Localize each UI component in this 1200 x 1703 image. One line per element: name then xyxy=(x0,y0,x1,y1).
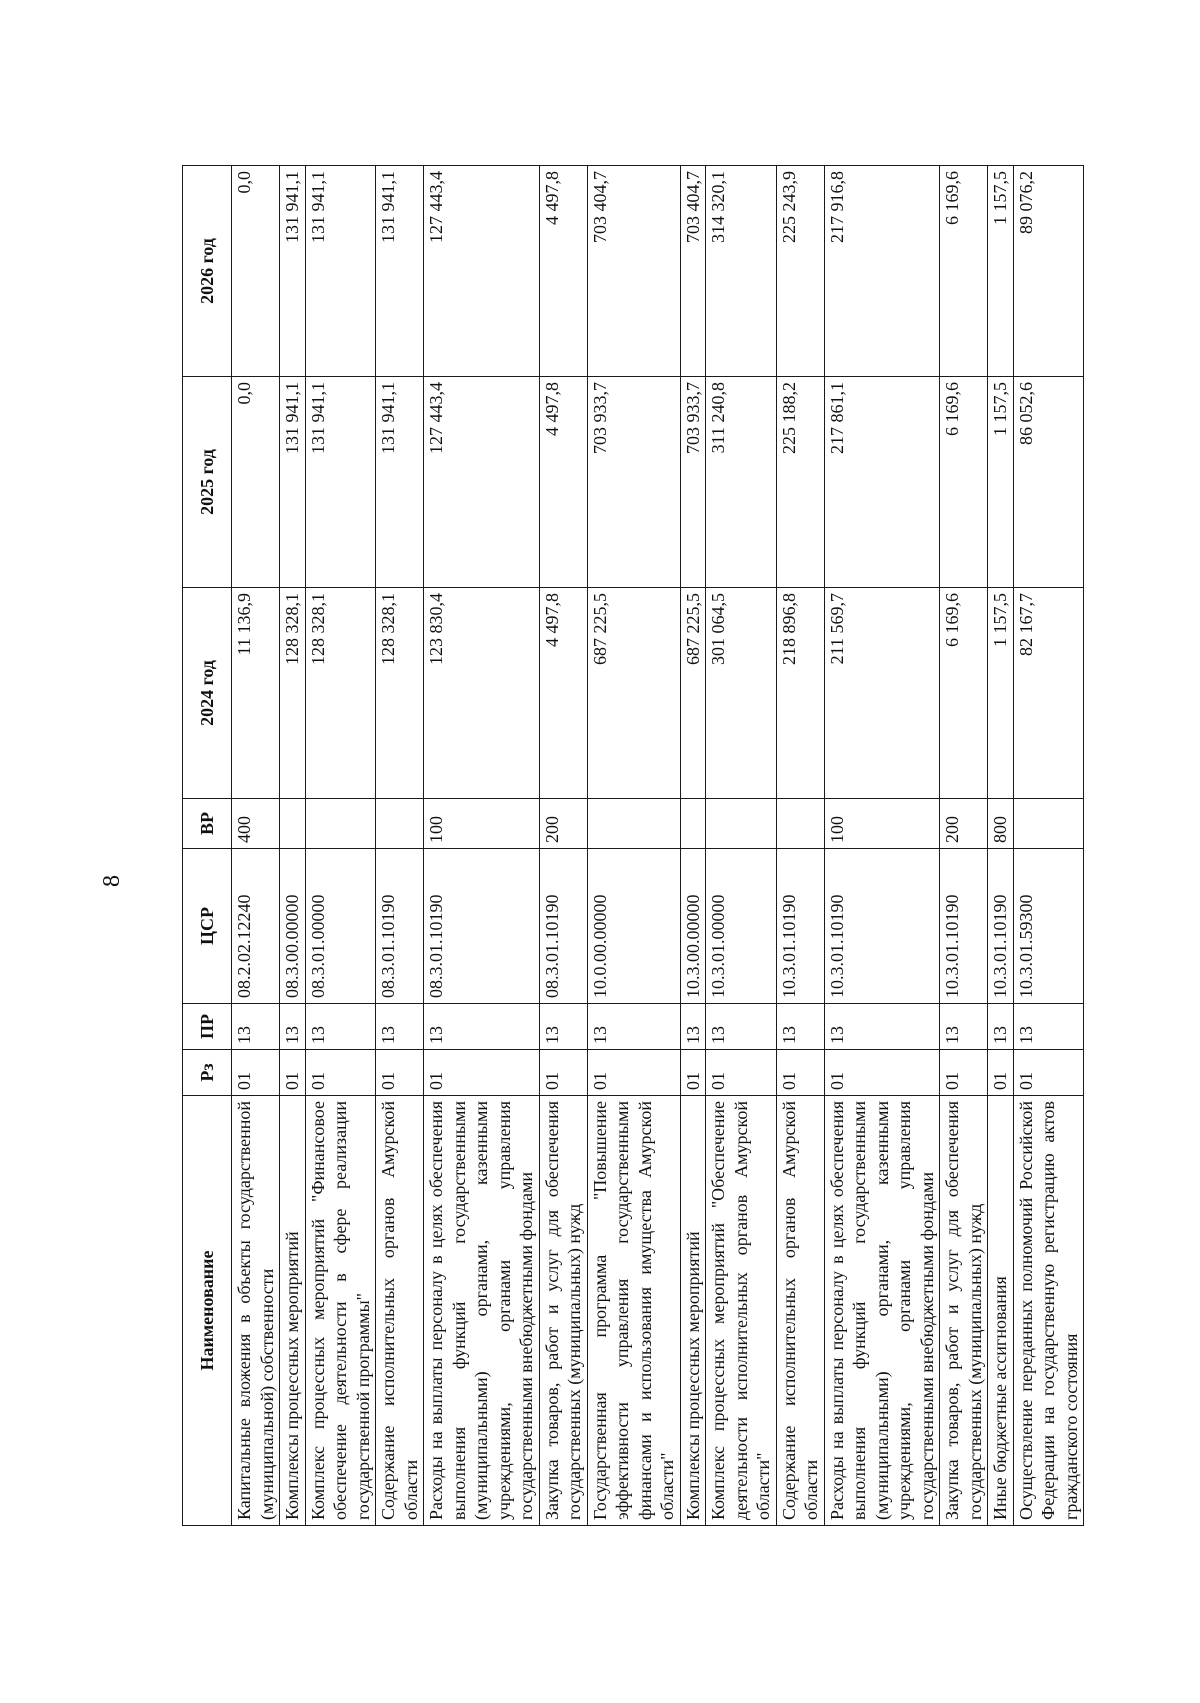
cell-2026: 703 404,7 xyxy=(587,166,680,377)
header-rz: Рз xyxy=(183,1050,232,1096)
cell-csr: 08.3.01.00000 xyxy=(305,849,376,1004)
cell-pr: 13 xyxy=(280,1004,306,1050)
cell-pr: 13 xyxy=(776,1004,824,1050)
cell-csr: 10.3.01.00000 xyxy=(706,849,777,1004)
table-row xyxy=(305,166,376,1526)
cell-rz: 01 xyxy=(706,1050,777,1096)
cell-2024: 6 169,6 xyxy=(940,588,988,799)
cell-2025: 6 169,6 xyxy=(940,377,988,588)
cell-2026: 225 243,9 xyxy=(776,166,824,377)
cell-csr: 10.3.01.59300 xyxy=(1013,849,1084,1004)
cell-2024: 128 328,1 xyxy=(280,588,306,799)
cell-vr: 100 xyxy=(424,799,540,849)
cell-rz: 01 xyxy=(305,1050,376,1096)
cell-2025: 131 941,1 xyxy=(376,377,424,588)
header-2026: 2026 год xyxy=(183,166,232,377)
table-row xyxy=(539,166,587,1526)
cell-name: Закупка товаров, работ и услуг для обеспечения государственных (муниципальных) нужд xyxy=(940,1096,988,1526)
cell-2026: 89 076,2 xyxy=(1013,166,1084,377)
cell-rz: 01 xyxy=(1013,1050,1084,1096)
cell-2025: 217 861,1 xyxy=(824,377,940,588)
cell-pr: 13 xyxy=(1013,1004,1084,1050)
cell-name: Содержание исполнительных органов Амурской области xyxy=(776,1096,824,1526)
cell-vr xyxy=(776,799,824,849)
table-row xyxy=(706,166,777,1526)
page-number: 8 xyxy=(99,875,125,887)
cell-csr: 10.0.00.00000 xyxy=(587,849,680,1004)
header-2024: 2024 год xyxy=(183,588,232,799)
cell-pr: 13 xyxy=(940,1004,988,1050)
cell-csr: 10.3.00.00000 xyxy=(680,849,706,1004)
cell-vr: 100 xyxy=(824,799,940,849)
cell-2025: 703 933,7 xyxy=(680,377,706,588)
cell-2026: 131 941,1 xyxy=(376,166,424,377)
cell-2024: 82 167,7 xyxy=(1013,588,1084,799)
cell-2025: 4 497,8 xyxy=(539,377,587,588)
cell-2026: 703 404,7 xyxy=(680,166,706,377)
cell-vr: 400 xyxy=(232,799,280,849)
cell-2026: 1 157,5 xyxy=(988,166,1014,377)
table-row xyxy=(776,166,824,1526)
cell-csr: 08.3.01.10190 xyxy=(424,849,540,1004)
header-vr: ВР xyxy=(183,799,232,849)
cell-2025: 131 941,1 xyxy=(305,377,376,588)
cell-rz: 01 xyxy=(232,1050,280,1096)
header-name: Наименование xyxy=(183,1096,232,1526)
cell-2024: 123 830,4 xyxy=(424,588,540,799)
cell-2024: 11 136,9 xyxy=(232,588,280,799)
cell-vr xyxy=(305,799,376,849)
cell-name: Содержание исполнительных органов Амурской области xyxy=(376,1096,424,1526)
cell-pr: 13 xyxy=(424,1004,540,1050)
cell-rz: 01 xyxy=(280,1050,306,1096)
cell-pr: 13 xyxy=(988,1004,1014,1050)
cell-2024: 128 328,1 xyxy=(305,588,376,799)
cell-vr xyxy=(376,799,424,849)
cell-rz: 01 xyxy=(587,1050,680,1096)
table-row xyxy=(376,166,424,1526)
cell-2026: 4 497,8 xyxy=(539,166,587,377)
cell-2025: 127 443,4 xyxy=(424,377,540,588)
cell-csr: 10.3.01.10190 xyxy=(940,849,988,1004)
cell-2025: 1 157,5 xyxy=(988,377,1014,588)
table-row xyxy=(988,166,1014,1526)
table-row xyxy=(1013,166,1084,1526)
cell-vr xyxy=(706,799,777,849)
cell-2026: 314 320,1 xyxy=(706,166,777,377)
cell-vr: 200 xyxy=(940,799,988,849)
cell-pr: 13 xyxy=(539,1004,587,1050)
cell-name: Комплекс процессных мероприятий "Обеспечение деятельности исполнительных органов Амурской области" xyxy=(706,1096,777,1526)
cell-2026: 131 941,1 xyxy=(305,166,376,377)
table-row xyxy=(587,166,680,1526)
header-2025: 2025 год xyxy=(183,377,232,588)
cell-pr: 13 xyxy=(305,1004,376,1050)
header-pr: ПР xyxy=(183,1004,232,1050)
cell-2026: 0,0 xyxy=(232,166,280,377)
cell-vr: 800 xyxy=(988,799,1014,849)
cell-pr: 13 xyxy=(376,1004,424,1050)
cell-rz: 01 xyxy=(680,1050,706,1096)
cell-rz: 01 xyxy=(988,1050,1014,1096)
cell-2024: 218 896,8 xyxy=(776,588,824,799)
cell-name: Капитальные вложения в объекты государственной (муниципальной) собственности xyxy=(232,1096,280,1526)
cell-rz: 01 xyxy=(824,1050,940,1096)
cell-name: Расходы на выплаты персоналу в целях обеспечения выполнения функций государственными (муниципальными) органами, казенными учреждениями, органами управления государственными внебюджетными фондами xyxy=(424,1096,540,1526)
cell-2024: 687 225,5 xyxy=(587,588,680,799)
cell-name: Комплексы процессных мероприятий xyxy=(280,1096,306,1526)
cell-2024: 4 497,8 xyxy=(539,588,587,799)
cell-vr xyxy=(680,799,706,849)
table-row xyxy=(824,166,940,1526)
cell-2026: 131 941,1 xyxy=(280,166,306,377)
cell-csr: 10.3.01.10190 xyxy=(776,849,824,1004)
cell-2024: 211 569,7 xyxy=(824,588,940,799)
cell-name: Закупка товаров, работ и услуг для обеспечения государственных (муниципальных) нужд xyxy=(539,1096,587,1526)
cell-name: Комплекс процессных мероприятий "Финансовое обеспечение деятельности в сфере реализации государственной программы" xyxy=(305,1096,376,1526)
table-row xyxy=(280,166,306,1526)
cell-rz: 01 xyxy=(376,1050,424,1096)
cell-vr xyxy=(280,799,306,849)
table-row xyxy=(232,166,280,1526)
cell-2026: 127 443,4 xyxy=(424,166,540,377)
cell-csr: 10.3.01.10190 xyxy=(988,849,1014,1004)
cell-2025: 703 933,7 xyxy=(587,377,680,588)
cell-rz: 01 xyxy=(424,1050,540,1096)
cell-pr: 13 xyxy=(680,1004,706,1050)
cell-pr: 13 xyxy=(824,1004,940,1050)
table-row xyxy=(940,166,988,1526)
cell-2025: 131 941,1 xyxy=(280,377,306,588)
table-body xyxy=(232,166,1084,1526)
cell-pr: 13 xyxy=(706,1004,777,1050)
cell-pr: 13 xyxy=(232,1004,280,1050)
cell-csr: 08.2.02.12240 xyxy=(232,849,280,1004)
cell-csr: 10.3.01.10190 xyxy=(824,849,940,1004)
cell-csr: 08.3.01.10190 xyxy=(539,849,587,1004)
cell-rz: 01 xyxy=(940,1050,988,1096)
cell-name: Государственная программа "Повышение эффективности управления государственными финансами и использования имущества Амурской области" xyxy=(587,1096,680,1526)
cell-2024: 1 157,5 xyxy=(988,588,1014,799)
cell-2024: 128 328,1 xyxy=(376,588,424,799)
budget-table xyxy=(182,165,1084,1526)
cell-2024: 301 064,5 xyxy=(706,588,777,799)
cell-name: Комплексы процессных мероприятий xyxy=(680,1096,706,1526)
cell-2026: 217 916,8 xyxy=(824,166,940,377)
cell-csr: 08.3.00.00000 xyxy=(280,849,306,1004)
cell-2024: 687 225,5 xyxy=(680,588,706,799)
cell-2025: 0,0 xyxy=(232,377,280,588)
table-header-row xyxy=(183,166,232,1526)
cell-2025: 311 240,8 xyxy=(706,377,777,588)
cell-pr: 13 xyxy=(587,1004,680,1050)
cell-vr: 200 xyxy=(539,799,587,849)
table-row xyxy=(424,166,540,1526)
cell-vr xyxy=(587,799,680,849)
cell-rz: 01 xyxy=(539,1050,587,1096)
cell-2025: 225 188,2 xyxy=(776,377,824,588)
cell-csr: 08.3.01.10190 xyxy=(376,849,424,1004)
cell-2026: 6 169,6 xyxy=(940,166,988,377)
cell-2025: 86 052,6 xyxy=(1013,377,1084,588)
table-row xyxy=(680,166,706,1526)
cell-name: Иные бюджетные ассигнования xyxy=(988,1096,1014,1526)
rotated-table-container xyxy=(182,166,1081,1526)
cell-name: Расходы на выплаты персоналу в целях обеспечения выполнения функций государственными (муниципальными) органами, казенными учреждениями, органами управления государственными внебюджетными фондами xyxy=(824,1096,940,1526)
header-csr: ЦСР xyxy=(183,849,232,1004)
cell-name: Осуществление переданных полномочий Российской Федерации на государственную регистрацию актов гражданского состояния xyxy=(1013,1096,1084,1526)
cell-vr xyxy=(1013,799,1084,849)
cell-rz: 01 xyxy=(776,1050,824,1096)
